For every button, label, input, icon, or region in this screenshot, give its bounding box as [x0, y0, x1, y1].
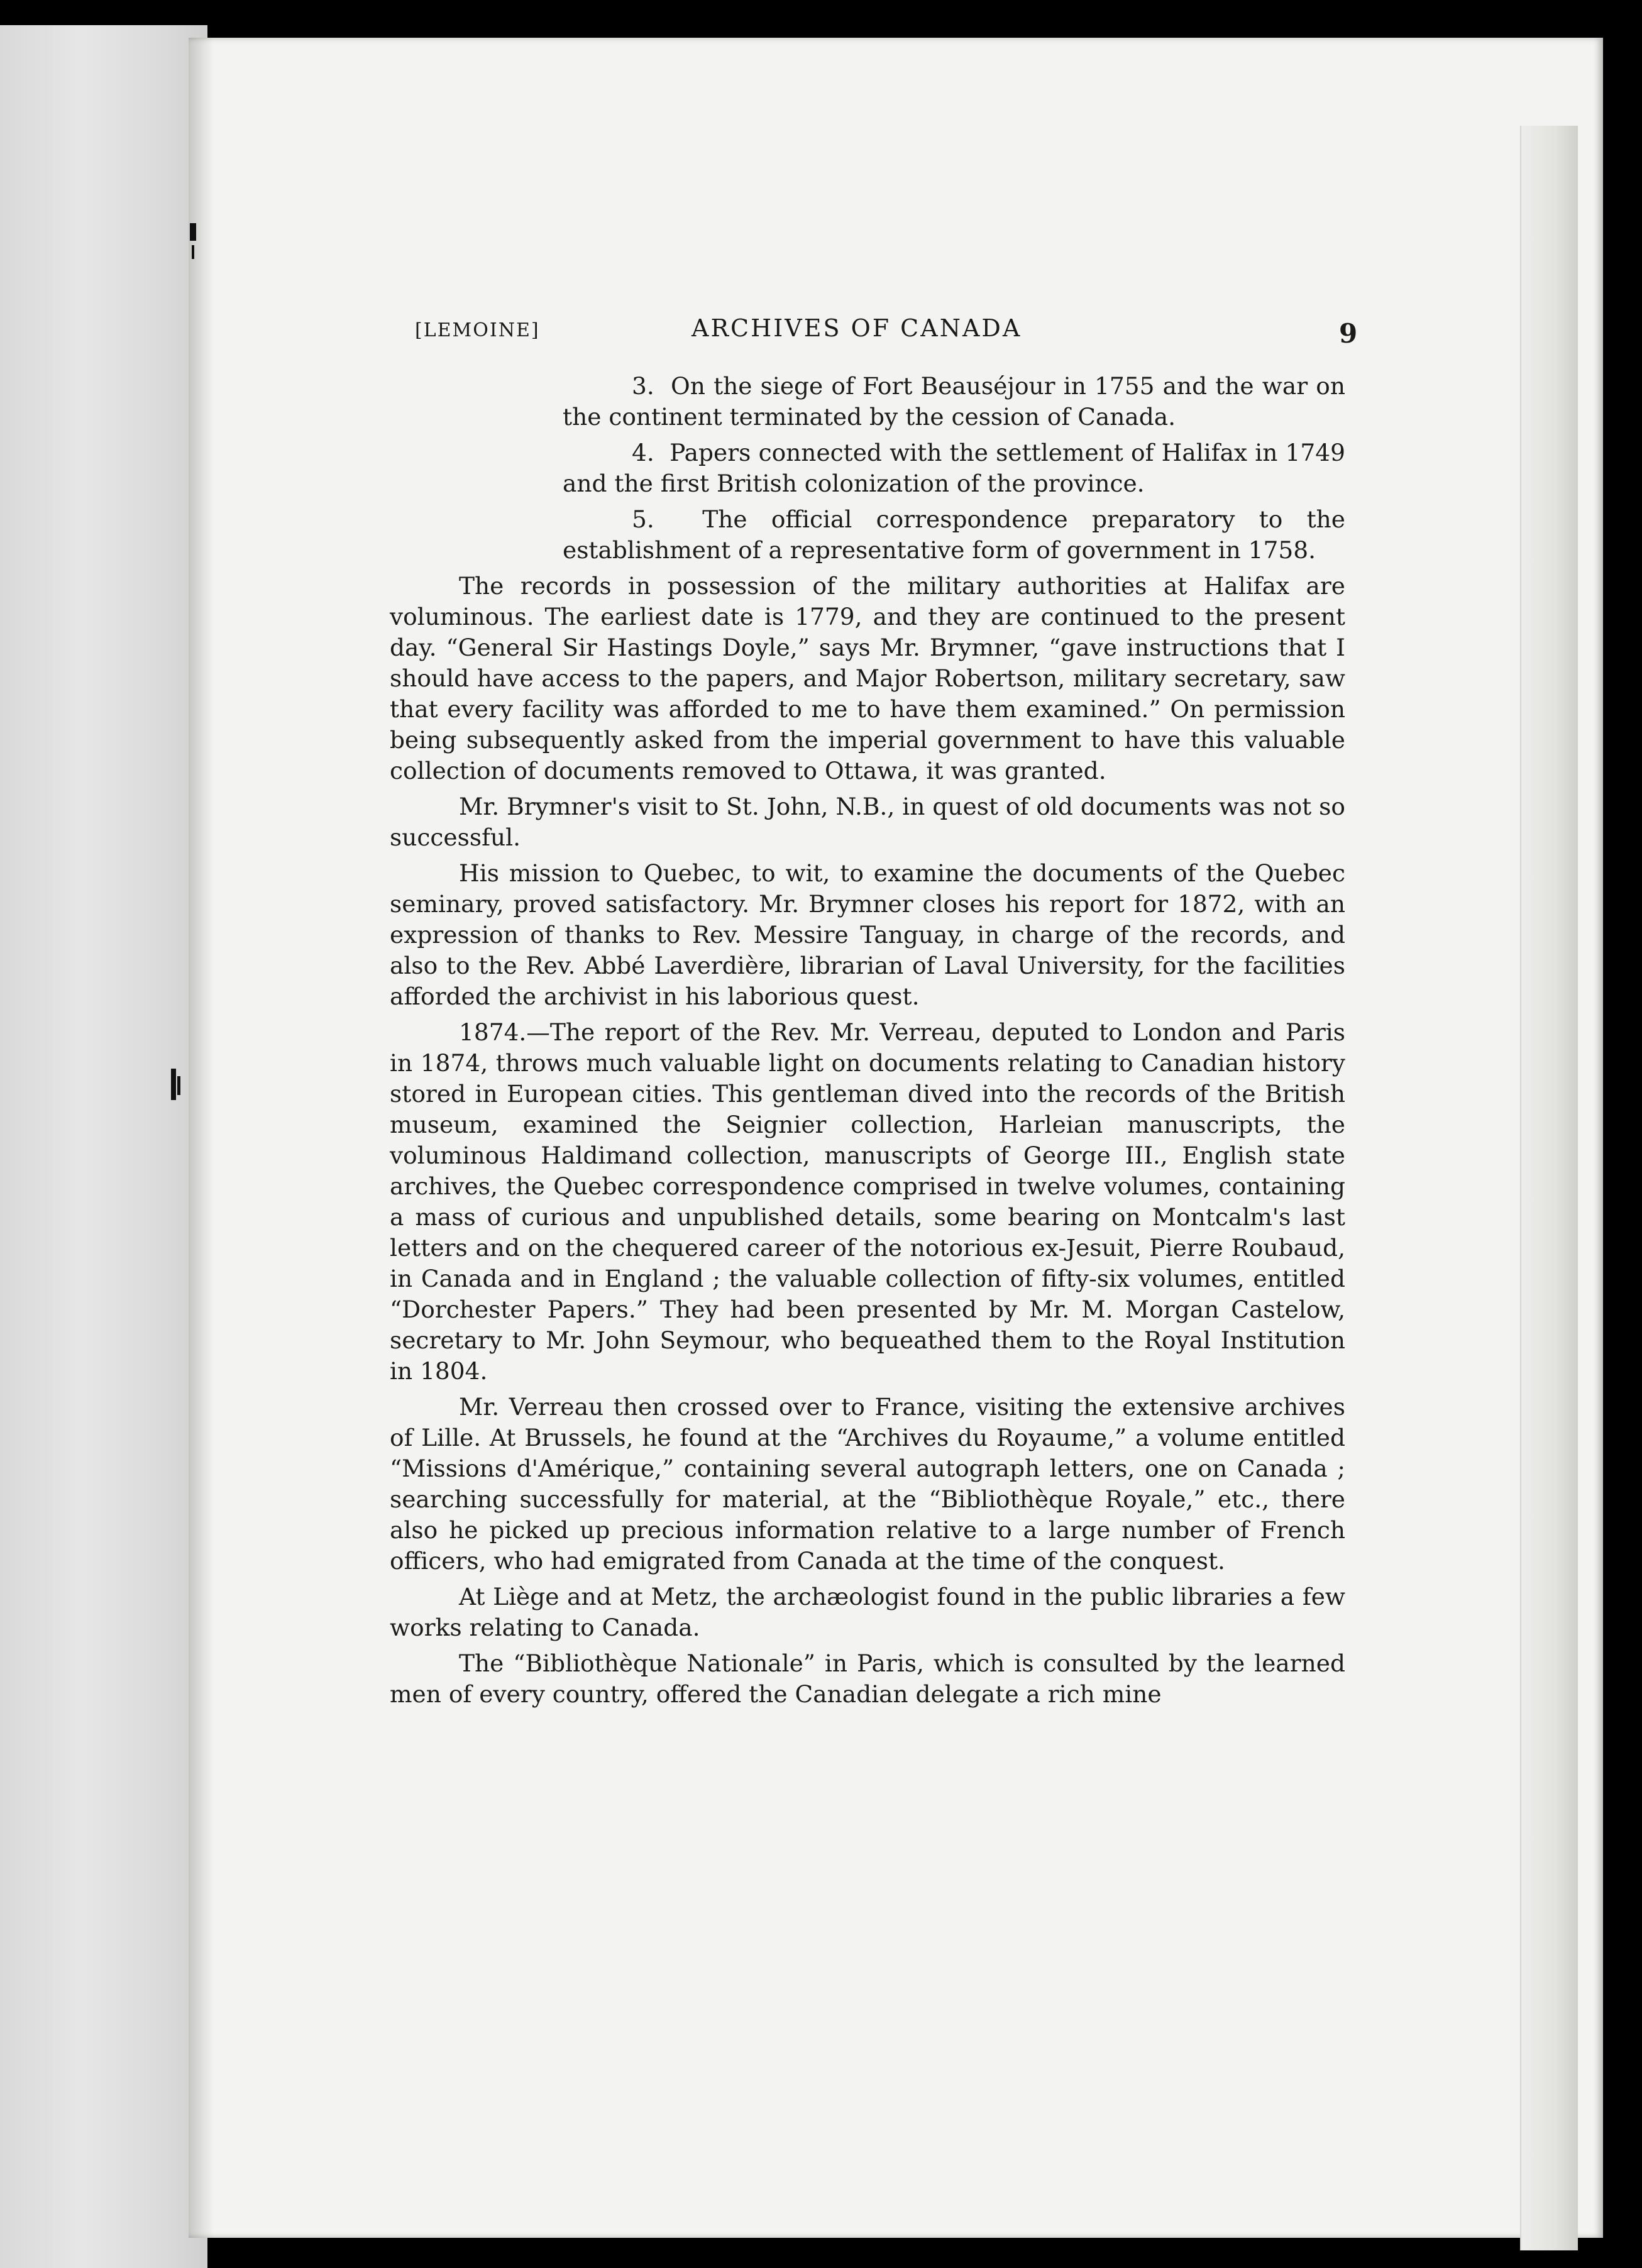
list-item [390, 371, 1345, 432]
paragraph-verreau-report: 1874.—The report of the Rev. Mr. Verreau, deputed to London and Paris in 1874, throws much valuable light on documents relating to Canadian history stored in European cities. This gentleman dived into the records of the British museum, examined the Seignier collection, Harleian manuscripts, the voluminous Haldimand collection, manuscripts of George III., English state archives, the Quebec correspondence comprised in twelve volumes, containing a mass of curious and unpublished details, some bearing on Montcalm's last letters and on the chequered career of the notorious ex-Jesuit, Pierre Roubaud, in Canada and in England ; the valuable collection of fifty-six volumes, entitled “Dorchester Papers.” They had been presented by Mr. M. Morgan Castelow, secretary to Mr. John Seymour, who bequeathed them to the Royal Institution in 1804. [390, 1018, 1345, 1385]
list-item-text: Papers connected with the settlement of Halifax in 1749 and the first British colonization of the province. [563, 439, 1345, 497]
list-item-text: On the siege of Fort Beauséjour in 1755 and the war on the continent terminated by the cession of Canada. [563, 372, 1345, 431]
body-text [390, 371, 1345, 1715]
book-binding [0, 25, 207, 2268]
gutter-shadow [189, 38, 214, 2238]
scan-speck [177, 1076, 180, 1095]
list-item-number: 3. [632, 372, 654, 400]
paragraph-halifax-records: The records in possession of the military authorities at Halifax are voluminous. The earliest date is 1779, and they are continued to the present day. “General Sir Hastings Doyle,” says Mr. Brymner, “gave instructions that I should have access to the papers, and Major Robertson, military secretary, saw that every facility was afforded to me to have them examined.” On permission being subsequently asked from the imperial government to have this valuable collection of documents removed to Ottawa, it was granted. [390, 572, 1345, 784]
running-header [415, 314, 1358, 358]
page-number: 9 [1339, 318, 1358, 349]
list-item [390, 438, 1345, 499]
paragraph-france-brussels: Mr. Verreau then crossed over to France, visiting the extensive archives of Lille. At Brussels, he found at the “Archives du Royaume,” a volume entitled “Missions d'Amérique,” containing several autograph letters, one on Canada ; searching successfully for material, at the “Bibliothèque Royale,” etc., there also he picked up precious information relative to a large number of French officers, who had emigrated from Canada at the time of the conquest. [390, 1393, 1345, 1575]
page-edge [1520, 126, 1578, 2250]
paragraph-st-john-visit: Mr. Brymner's visit to St. John, N.B., in quest of old documents was not so successful. [390, 793, 1345, 851]
scan-speck [192, 245, 194, 259]
scan-speck [171, 1069, 176, 1100]
paragraph-quebec-mission: His mission to Quebec, to wit, to examine the documents of the Quebec seminary, proved satisfactory. Mr. Brymner closes his report for 1872, with an expression of thanks to Rev. Messire Tanguay, in charge of the records, and also to the Rev. Abbé Laverdière, librarian of Laval University, for the facilities afforded the archivist in his laborious quest. [390, 859, 1345, 1010]
running-head-author: [LEMOINE] [415, 319, 540, 341]
list-item-text: The official correspondence preparatory to the establishment of a representative form of government in 1758. [563, 505, 1345, 564]
paragraph-bibliotheque-nationale: The “Bibliothèque Nationale” in Paris, which is consulted by the learned men of every country, offered the Canadian delegate a rich mine [390, 1649, 1345, 1708]
paragraph-liege-metz: At Liège and at Metz, the archæologist found in the public libraries a few works relating to Canada. [390, 1583, 1345, 1641]
list-item-number: 5. [632, 505, 654, 533]
scan-speck [190, 223, 196, 241]
list-item [390, 504, 1345, 566]
list-item-number: 4. [632, 439, 654, 466]
running-head-title: ARCHIVES OF CANADA [692, 314, 1022, 342]
